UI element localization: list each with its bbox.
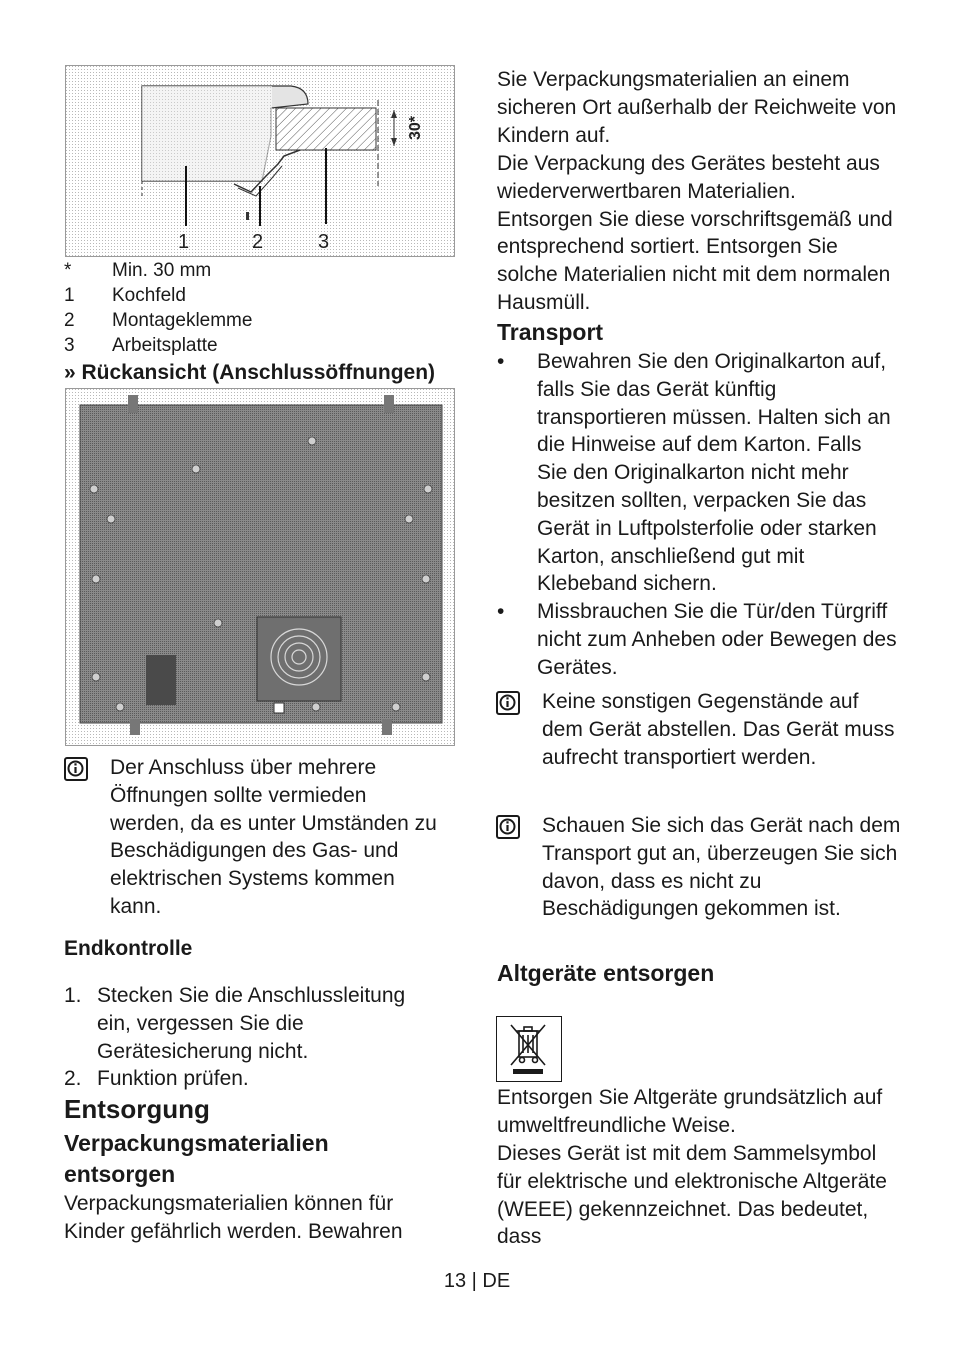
callout-2: 2 bbox=[252, 231, 264, 253]
legend-key: 1 bbox=[64, 285, 75, 306]
old-appliances-text-2: Dieses Gerät ist mit dem Sammelsymbol für elektrische und elektronische Altgeräte (WEEE) gekennzeichnet. Das bedeutet, dass bbox=[497, 1142, 887, 1249]
installation-diagram bbox=[65, 65, 455, 257]
list-item: Stecken Sie die Anschlussleitung ein, vergessen Sie die Gerätesicherung nicht. bbox=[97, 984, 406, 1063]
transport-bullet: Missbrauchen Sie die Tür/den Türgriff nicht zum Anheben oder Bewegen des Gerätes. bbox=[537, 600, 897, 679]
callout-3: 3 bbox=[318, 231, 330, 253]
packaging-text-left: Verpackungsmaterialien können für Kinder gefährlich werden. Bewahren bbox=[64, 1192, 403, 1243]
rear-view-heading: » Rückansicht (Anschlussöffnungen) bbox=[64, 361, 436, 384]
legend-text: Kochfeld bbox=[112, 285, 186, 306]
legend-item bbox=[64, 308, 252, 333]
packaging-text-right: Sie Verpackungsmaterialien an einem sicheren Ort außerhalb der Reichweite von Kindern auf. bbox=[497, 68, 897, 147]
note-connection: Der Anschluss über mehrere Öffnungen sollte vermieden werden, da es unter Umständen zu Beschädigungen des Gas- und elektrischen Systems kommen kann. bbox=[110, 756, 437, 918]
packaging-heading-line2: entsorgen bbox=[64, 1161, 176, 1187]
legend-text: Min. 30 mm bbox=[112, 260, 212, 281]
info-icon bbox=[496, 691, 520, 715]
bullet-dot: • bbox=[497, 350, 505, 373]
rear-view-diagram bbox=[65, 388, 455, 746]
legend-text: Montageklemme bbox=[112, 310, 253, 331]
old-appliances-heading: Altgeräte entsorgen bbox=[497, 960, 715, 986]
transport-heading: Transport bbox=[497, 319, 604, 345]
transport-note-2: Schauen Sie sich das Gerät nach dem Transport gut an, überzeugen Sie sich davon, dass es nicht zu Beschädigungen gekommen ist. bbox=[542, 814, 901, 921]
packaging-heading-line1: Verpackungsmaterialien bbox=[64, 1130, 329, 1156]
legend-item bbox=[64, 283, 186, 308]
bullet-dot: • bbox=[497, 600, 505, 623]
installation-drawing bbox=[66, 66, 454, 256]
info-icon bbox=[64, 757, 88, 781]
packaging-recycle-text: Die Verpackung des Gerätes besteht aus wiederverwertbaren Materialien. Entsorgen Sie diese vorschriftsgemäß und entsprechend sortiert. Entsorgen Sie solche Materialien nicht mit dem normalen Hausmüll. bbox=[497, 152, 893, 314]
old-appliances-text-1: Entsorgen Sie Altgeräte grundsätzlich auf umweltfreundliche Weise. bbox=[497, 1086, 883, 1137]
list-item: Funktion prüfen. bbox=[97, 1067, 249, 1090]
list-number: 1. bbox=[64, 984, 82, 1007]
info-icon bbox=[496, 815, 520, 839]
weee-bin-icon bbox=[496, 1016, 562, 1082]
section-heading-disposal: Entsorgung bbox=[64, 1094, 210, 1124]
transport-bullet: Bewahren Sie den Originalkarton auf, falls Sie das Gerät künftig transportieren müssen. Halten sich an die Hinweise auf dem Karton. Falls Sie den Originalkarton nicht mehr besitzen sollten, verpacken Sie das Gerät in Luftpolsterfolie oder starken Karton, anschließend gut mit Klebeband sichern. bbox=[537, 350, 891, 596]
legend-item bbox=[64, 258, 211, 283]
rear-view-drawing bbox=[66, 389, 454, 745]
list-number: 2. bbox=[64, 1067, 82, 1090]
dimension-label: 30* bbox=[407, 115, 424, 140]
legend-text: Arbeitsplatte bbox=[112, 335, 218, 356]
transport-note-1: Keine sonstigen Gegenstände auf dem Gerät abstellen. Das Gerät muss aufrecht transportiert werden. bbox=[542, 690, 895, 769]
page-footer: 13 | DE bbox=[443, 1270, 511, 1292]
final-check-heading: Endkontrolle bbox=[64, 937, 193, 960]
legend-key: * bbox=[64, 260, 72, 281]
legend-key: 2 bbox=[64, 310, 75, 331]
packaging-heading bbox=[64, 1128, 329, 1190]
callout-1: 1 bbox=[178, 231, 190, 253]
legend-key: 3 bbox=[64, 335, 75, 356]
legend-item bbox=[64, 333, 218, 358]
